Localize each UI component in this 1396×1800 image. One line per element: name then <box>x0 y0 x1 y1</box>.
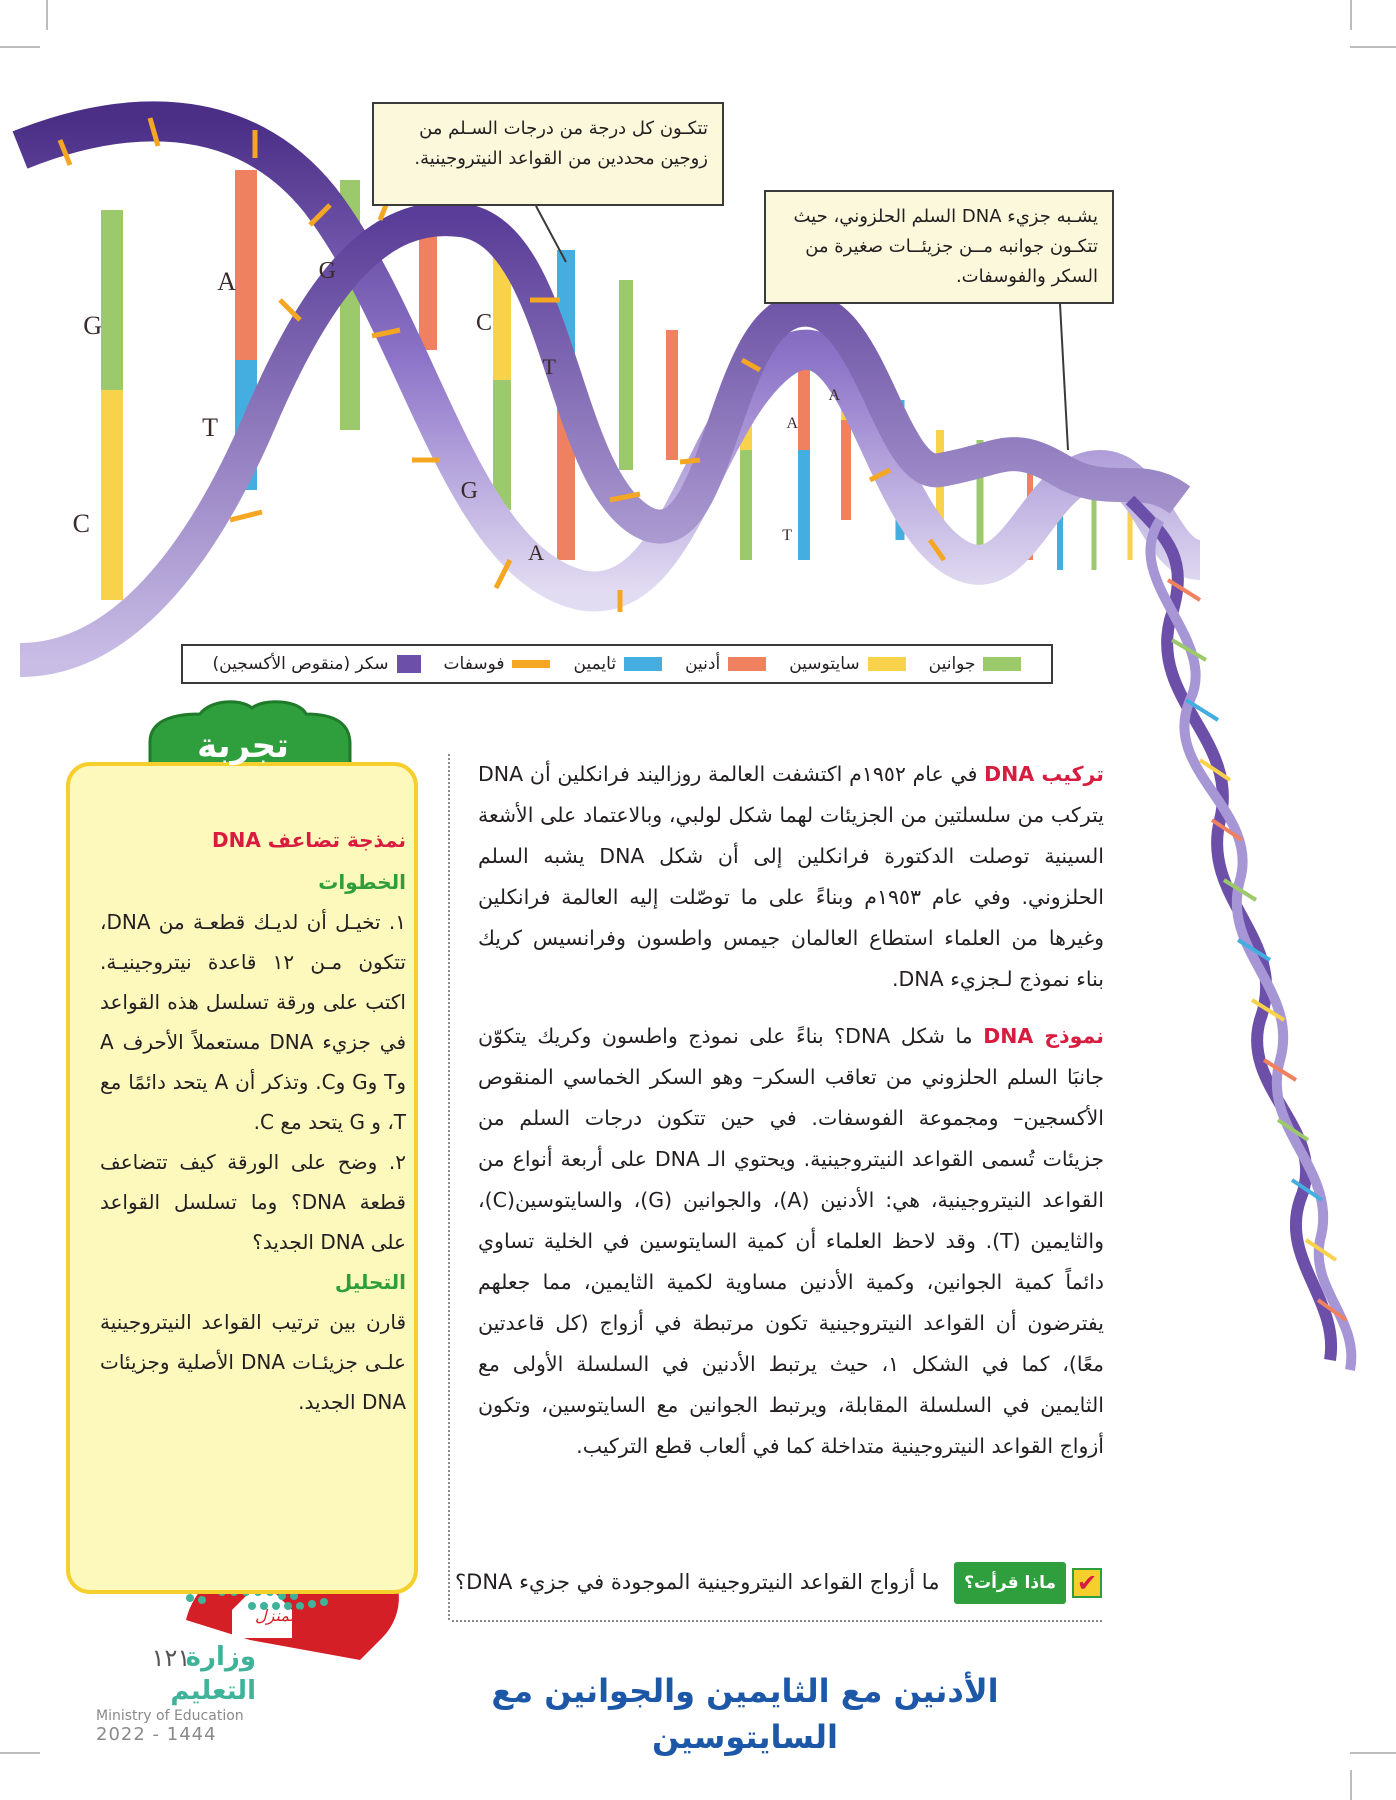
experiment-content <box>100 820 406 1422</box>
experiment-tab <box>134 702 352 790</box>
base-letter: A <box>828 387 840 404</box>
home-label: في المنزل <box>255 1606 325 1625</box>
badge-label: ماذا قرأت؟ <box>954 1562 1066 1604</box>
answer-text: الأدنين مع الثايمين والجوانين مع السايتوسين <box>491 1672 999 1756</box>
callout-backbone: يشـبه جزيء DNA السلم الحلزوني، حيث تتكـون جوانبه مــن جزيئــات صغيرة من السكر والفوسفات. <box>764 190 1114 304</box>
base-letter: G <box>83 311 102 340</box>
checkmark-icon: ✔ <box>1072 1568 1102 1598</box>
base-letter: T <box>202 413 218 442</box>
legend-label: أدنين <box>685 654 721 674</box>
callout-pointer <box>1060 304 1068 450</box>
callout-rungs: تتكـون كل درجة من درجات السـلم من زوجين محددين من القواعد النيتروجينية. <box>372 102 724 206</box>
legend-label: جوانين <box>928 654 976 674</box>
base-letter: A <box>528 540 544 565</box>
sugar-swatch <box>397 655 421 673</box>
base-letter: A <box>217 267 236 296</box>
lower-helix <box>1130 500 1351 1370</box>
logo-english: Ministry of Education <box>96 1708 244 1724</box>
backbone-strand <box>1150 520 1351 1370</box>
legend-cytosine <box>789 654 905 674</box>
cytosine-swatch <box>868 657 906 671</box>
base-letter: G <box>318 258 336 284</box>
legend-label: سايتوسين <box>789 654 860 674</box>
question-divider <box>452 1620 1102 1622</box>
paragraph-text: في عام ١٩٥٢م اكتشفت العالمة روزاليند فرانكلين أن DNA يتركب من سلسلتين من الجزيئات لهما شكل لولبي، وبالاعتماد على الأشعة السينية توصلت الدكتورة فرانكلين إلى أن شكل DNA يشبه السلم الحلزوني. وفي عام ١٩٥٣م وبناءً على ما توصّلت إليه العالمة فرانكلين وغيرها من العلماء استطاع العالمان جيمس واطسون وفرانسيس كريك بناء نموذج لـجزيء DNA. <box>478 762 1104 991</box>
reading-check-badge <box>954 1562 1102 1604</box>
steps-heading: الخطوات <box>318 870 406 894</box>
reading-check-question: ما أزواج القواعد النيتروجينية الموجودة في جزيء DNA؟ <box>455 1570 940 1594</box>
main-text-column <box>478 754 1104 1483</box>
base-letter: T <box>782 527 792 544</box>
analysis-heading: التحليل <box>334 1270 406 1294</box>
legend-label: ثايمين <box>573 654 617 674</box>
term-dna-structure: تركيب DNA <box>984 762 1105 786</box>
legend-label: فوسفات <box>443 654 505 674</box>
page-number: ١٢١ <box>151 1644 191 1672</box>
paragraph-text: ما شكل DNA؟ بناءً على نموذج واطسون وكريك يتكوّن جانبَا السلم الحلزوني من تعاقب السكر– وهو السكر الخماسي المنقوص الأكسجين– ومجموعة الفوسفات. في حين تتكون درجات السلم من جزيئات تُسمى القواعد النيتروجينية. ويحتوي الـ DNA على أربعة أنواع من القواعد النيتروجينية، هي: الأدنين (A)، والجوانين (G)، والسايتوسين(C)، والثايمين (T). وقد لاحظ العلماء أن كمية السايتوسين في الخلية تساوي دائماً كمية الجوانين، وكمية الأدنين مساوية لكمية الثايمين، مما جعلهم يفترضون أن القواعد النيتروجينية تكون مرتبطة في أزواج (كل قاعدتين معًا)، كما في الشكل ١، حيث يرتبط الأدنين في السلسلة الأولى مع الثايمين في السلسلة المقابلة، ويرتبط الجوانين مع السايتوسين، وتكون أزواج القواعد النيتروجينية متداخلة كما في ألعاب قطع التركيب. <box>478 1024 1104 1458</box>
reading-check <box>452 1562 1102 1604</box>
logo-year: 2022 - 1444 <box>96 1724 217 1745</box>
figure-legend <box>181 644 1053 684</box>
experiment-step-1: ١. تخيـل أن لديـك قطعـة من DNA، تتكون مـن ١٢ قاعدة نيتروجينيـة. اكتب على ورقة تسلسل هذه القواعد في جزيء DNA مستعملاً الأحرف A وT وG وC. وتذكر أن A يتحد دائمًا مع T، و G يتحد مع C. <box>100 910 407 1134</box>
term-dna-model: نموذج DNA <box>983 1024 1104 1048</box>
base-letter: T <box>542 354 556 379</box>
legend-sugar <box>213 654 421 674</box>
legend-label: سكر (منقوص الأكسجين) <box>212 654 389 674</box>
phosphate-swatch <box>512 660 550 668</box>
legend-adenine <box>685 654 766 674</box>
backbone-strand <box>1130 500 1331 1360</box>
analysis-text: قارن بين ترتيب القواعد النيتروجينية علـى جزيئـات DNA الأصلية وجزيئات DNA الجديد. <box>100 1310 406 1414</box>
base-letter: C <box>72 509 90 538</box>
column-divider <box>448 754 450 1620</box>
adenine-swatch <box>728 657 766 671</box>
legend-guanine <box>929 654 1022 674</box>
guanine-swatch <box>983 657 1021 671</box>
base-letter: A <box>786 415 798 432</box>
legend-thymine <box>574 654 663 674</box>
home-badge <box>250 1606 330 1625</box>
experiment-step-2: ٢. وضح على الورقة كيف تتضاعف قطعة DNA؟ وما تسلسل القواعد على DNA الجديد؟ <box>100 1150 406 1254</box>
base-letter: G <box>460 478 478 504</box>
paragraph-dna-model <box>478 1016 1104 1467</box>
legend-phosphate <box>444 654 551 674</box>
experiment-title: نمذجة تضاعف DNA <box>212 828 406 852</box>
base-letter: C <box>475 310 492 336</box>
experiment-tab-label: تجربة <box>197 726 289 766</box>
thymine-swatch <box>624 657 662 671</box>
callout-pointer <box>536 206 566 262</box>
logo-arabic: وزارة التعليم <box>170 1642 256 1706</box>
paragraph-dna-structure <box>478 754 1104 1000</box>
